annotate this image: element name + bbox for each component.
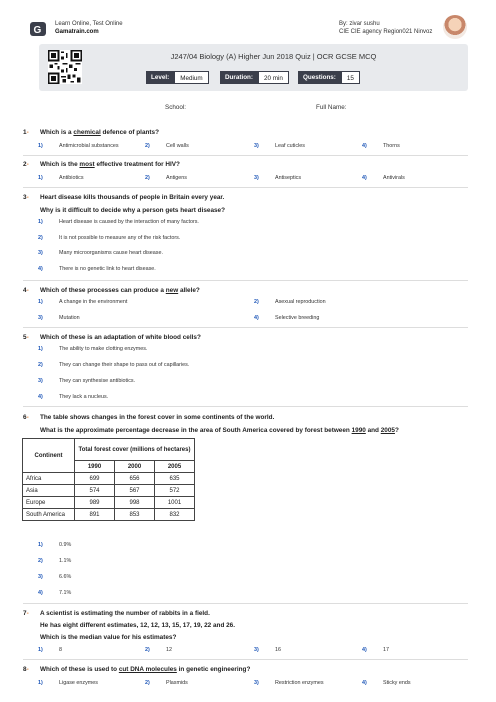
table-cell: 574 <box>75 485 115 497</box>
question-text: Which of these is an adaptation of white blood cells? <box>40 334 201 341</box>
duration-label: Duration: <box>220 71 258 84</box>
answer-option[interactable]: 3) Restriction enzymes <box>254 680 324 686</box>
fullname-label: Full Name: <box>316 104 347 111</box>
question-text: Which is the most effective treatment for HIV? <box>40 161 180 168</box>
author-name: By: zivar sushu <box>339 21 380 27</box>
answer-option[interactable]: 3) 16 <box>254 647 281 653</box>
table-cell: Europe <box>23 497 75 509</box>
avatar <box>443 15 467 39</box>
divider <box>23 155 468 156</box>
question-number: 6- <box>23 414 29 421</box>
question-number: 7- <box>23 610 29 617</box>
question-text: The table shows changes in the forest cover in some continents of the world. <box>40 414 275 421</box>
table-header: Total forest cover (millions of hectares) <box>75 439 195 461</box>
divider <box>23 659 468 660</box>
table-cell: 635 <box>155 473 195 485</box>
answer-option[interactable]: 3) Antiseptics <box>254 175 302 181</box>
table-cell: 572 <box>155 485 195 497</box>
answer-option[interactable]: 2) Cell walls <box>145 143 189 149</box>
answer-option[interactable]: 3) Mutation <box>38 315 80 321</box>
answer-option[interactable]: 4) They lack a nucleus. <box>38 394 109 400</box>
level-value: Medium <box>174 71 208 84</box>
answer-option[interactable]: 1) 0.9% <box>38 542 72 548</box>
question-text: Which is the median value for his estimates? <box>40 634 177 641</box>
table-cell: 832 <box>155 509 195 521</box>
question-text: He has eight different estimates, 12, 12, 13, 15, 17, 19, 22 and 26. <box>40 622 236 629</box>
table-header: 1990 <box>75 461 115 473</box>
brand-text <box>55 20 123 36</box>
answer-option[interactable]: 4) 17 <box>362 647 389 653</box>
question-text: Heart disease kills thousands of people in Britain every year. <box>40 194 225 201</box>
question-text: Which of these is used to cut DNA molecules in genetic engineering? <box>40 666 251 673</box>
school-label: School: <box>165 104 187 111</box>
page-header <box>0 0 496 44</box>
svg-text:G: G <box>33 25 42 36</box>
table-cell: 699 <box>75 473 115 485</box>
table-header: Continent <box>23 439 75 473</box>
answer-option[interactable]: 2) It is not possible to measure any of the risk factors. <box>38 235 181 241</box>
answer-option[interactable]: 1) Antimicrobial substances <box>38 143 119 149</box>
answer-option[interactable]: 4) Thorns <box>362 143 400 149</box>
author-org: CIE CIE agency Region021 Ninvoz <box>339 29 433 35</box>
answer-option[interactable]: 1) The ability to make clotting enzymes. <box>38 346 148 352</box>
divider <box>23 603 468 604</box>
table-cell: Africa <box>23 473 75 485</box>
table-cell: 853 <box>115 509 155 521</box>
quiz-title: J247/04 Biology (A) Higher Jun 2018 Quiz | OCR GCSE MCQ <box>170 52 377 61</box>
answer-option[interactable]: 4) Selective breeding <box>254 315 320 321</box>
question-number: 3- <box>23 194 29 201</box>
table-header: 2000 <box>115 461 155 473</box>
answer-option[interactable]: 4) There is no genetic link to heart disease. <box>38 266 156 272</box>
questions-label: Questions: <box>298 71 341 84</box>
answer-option[interactable]: 1) Heart disease is caused by the interaction of many factors. <box>38 219 199 225</box>
question-number: 5- <box>23 334 29 341</box>
table-cell: 567 <box>115 485 155 497</box>
divider <box>23 406 468 407</box>
question-text: A scientist is estimating the number of rabbits in a field. <box>40 610 210 617</box>
table-row <box>23 497 195 509</box>
answer-option[interactable]: 1) A change in the environment <box>38 299 128 305</box>
table-cell: South America <box>23 509 75 521</box>
answer-option[interactable]: 2) 12 <box>145 647 172 653</box>
table-cell: 998 <box>115 497 155 509</box>
duration-badge <box>220 71 289 84</box>
table-cell: 1001 <box>155 497 195 509</box>
answer-option[interactable]: 3) 6.6% <box>38 574 72 580</box>
divider <box>23 280 468 281</box>
author-info <box>339 20 432 36</box>
duration-value: 20 min <box>258 71 289 84</box>
quiz-banner <box>39 44 468 91</box>
answer-option[interactable]: 2) Antigens <box>145 175 187 181</box>
question-text: Which is a chemical defence of plants? <box>40 129 159 136</box>
table-cell: Asia <box>23 485 75 497</box>
table-cell: 989 <box>75 497 115 509</box>
questions-value: 15 <box>341 71 360 84</box>
answer-option[interactable]: 2) Plasmids <box>145 680 188 686</box>
answer-option[interactable]: 2) Asexual reproduction <box>254 299 326 305</box>
table-header: 2005 <box>155 461 195 473</box>
answer-option[interactable]: 3) Leaf cuticles <box>254 143 305 149</box>
level-badge <box>146 71 209 84</box>
question-number: 1- <box>23 129 29 136</box>
brand-tagline: Learn Online, Test Online <box>55 21 123 27</box>
answer-option[interactable]: 4) Antivirals <box>362 175 405 181</box>
question-text: What is the approximate percentage decrease in the area of South America covered by forest between 1990 and 2005? <box>40 427 399 434</box>
level-label: Level: <box>146 71 174 84</box>
answer-option[interactable]: 2) They can change their shape to pass out of capillaries. <box>38 362 190 368</box>
question-text: Why is it difficult to decide why a person gets heart disease? <box>40 207 226 214</box>
forest-cover-table <box>22 438 195 521</box>
table-cell: 656 <box>115 473 155 485</box>
question-number: 2- <box>23 161 29 168</box>
gamatrain-logo-icon <box>30 21 46 37</box>
table-row <box>23 473 195 485</box>
answer-option[interactable]: 1) Antibiotics <box>38 175 84 181</box>
answer-option[interactable]: 4) 7.1% <box>38 590 72 596</box>
brand-site-link[interactable]: Gamatrain.com <box>55 29 99 35</box>
divider <box>23 327 468 328</box>
answer-option[interactable]: 2) 1.1% <box>38 558 72 564</box>
answer-option[interactable]: 3) Many microorganisms cause heart disease. <box>38 250 163 256</box>
answer-option[interactable]: 1) Ligase enzymes <box>38 680 98 686</box>
table-row <box>23 509 195 521</box>
divider <box>23 187 468 188</box>
question-number: 8- <box>23 666 29 673</box>
table-row <box>23 485 195 497</box>
question-number: 4- <box>23 287 29 294</box>
questions-badge <box>298 71 360 84</box>
answer-option[interactable]: 3) They can synthesise antibiotics. <box>38 378 136 384</box>
answer-option[interactable]: 4) Sticky ends <box>362 680 411 686</box>
answer-option[interactable]: 1) 8 <box>38 647 62 653</box>
table-cell: 891 <box>75 509 115 521</box>
question-text: Which of these processes can produce a new allele? <box>40 287 200 294</box>
